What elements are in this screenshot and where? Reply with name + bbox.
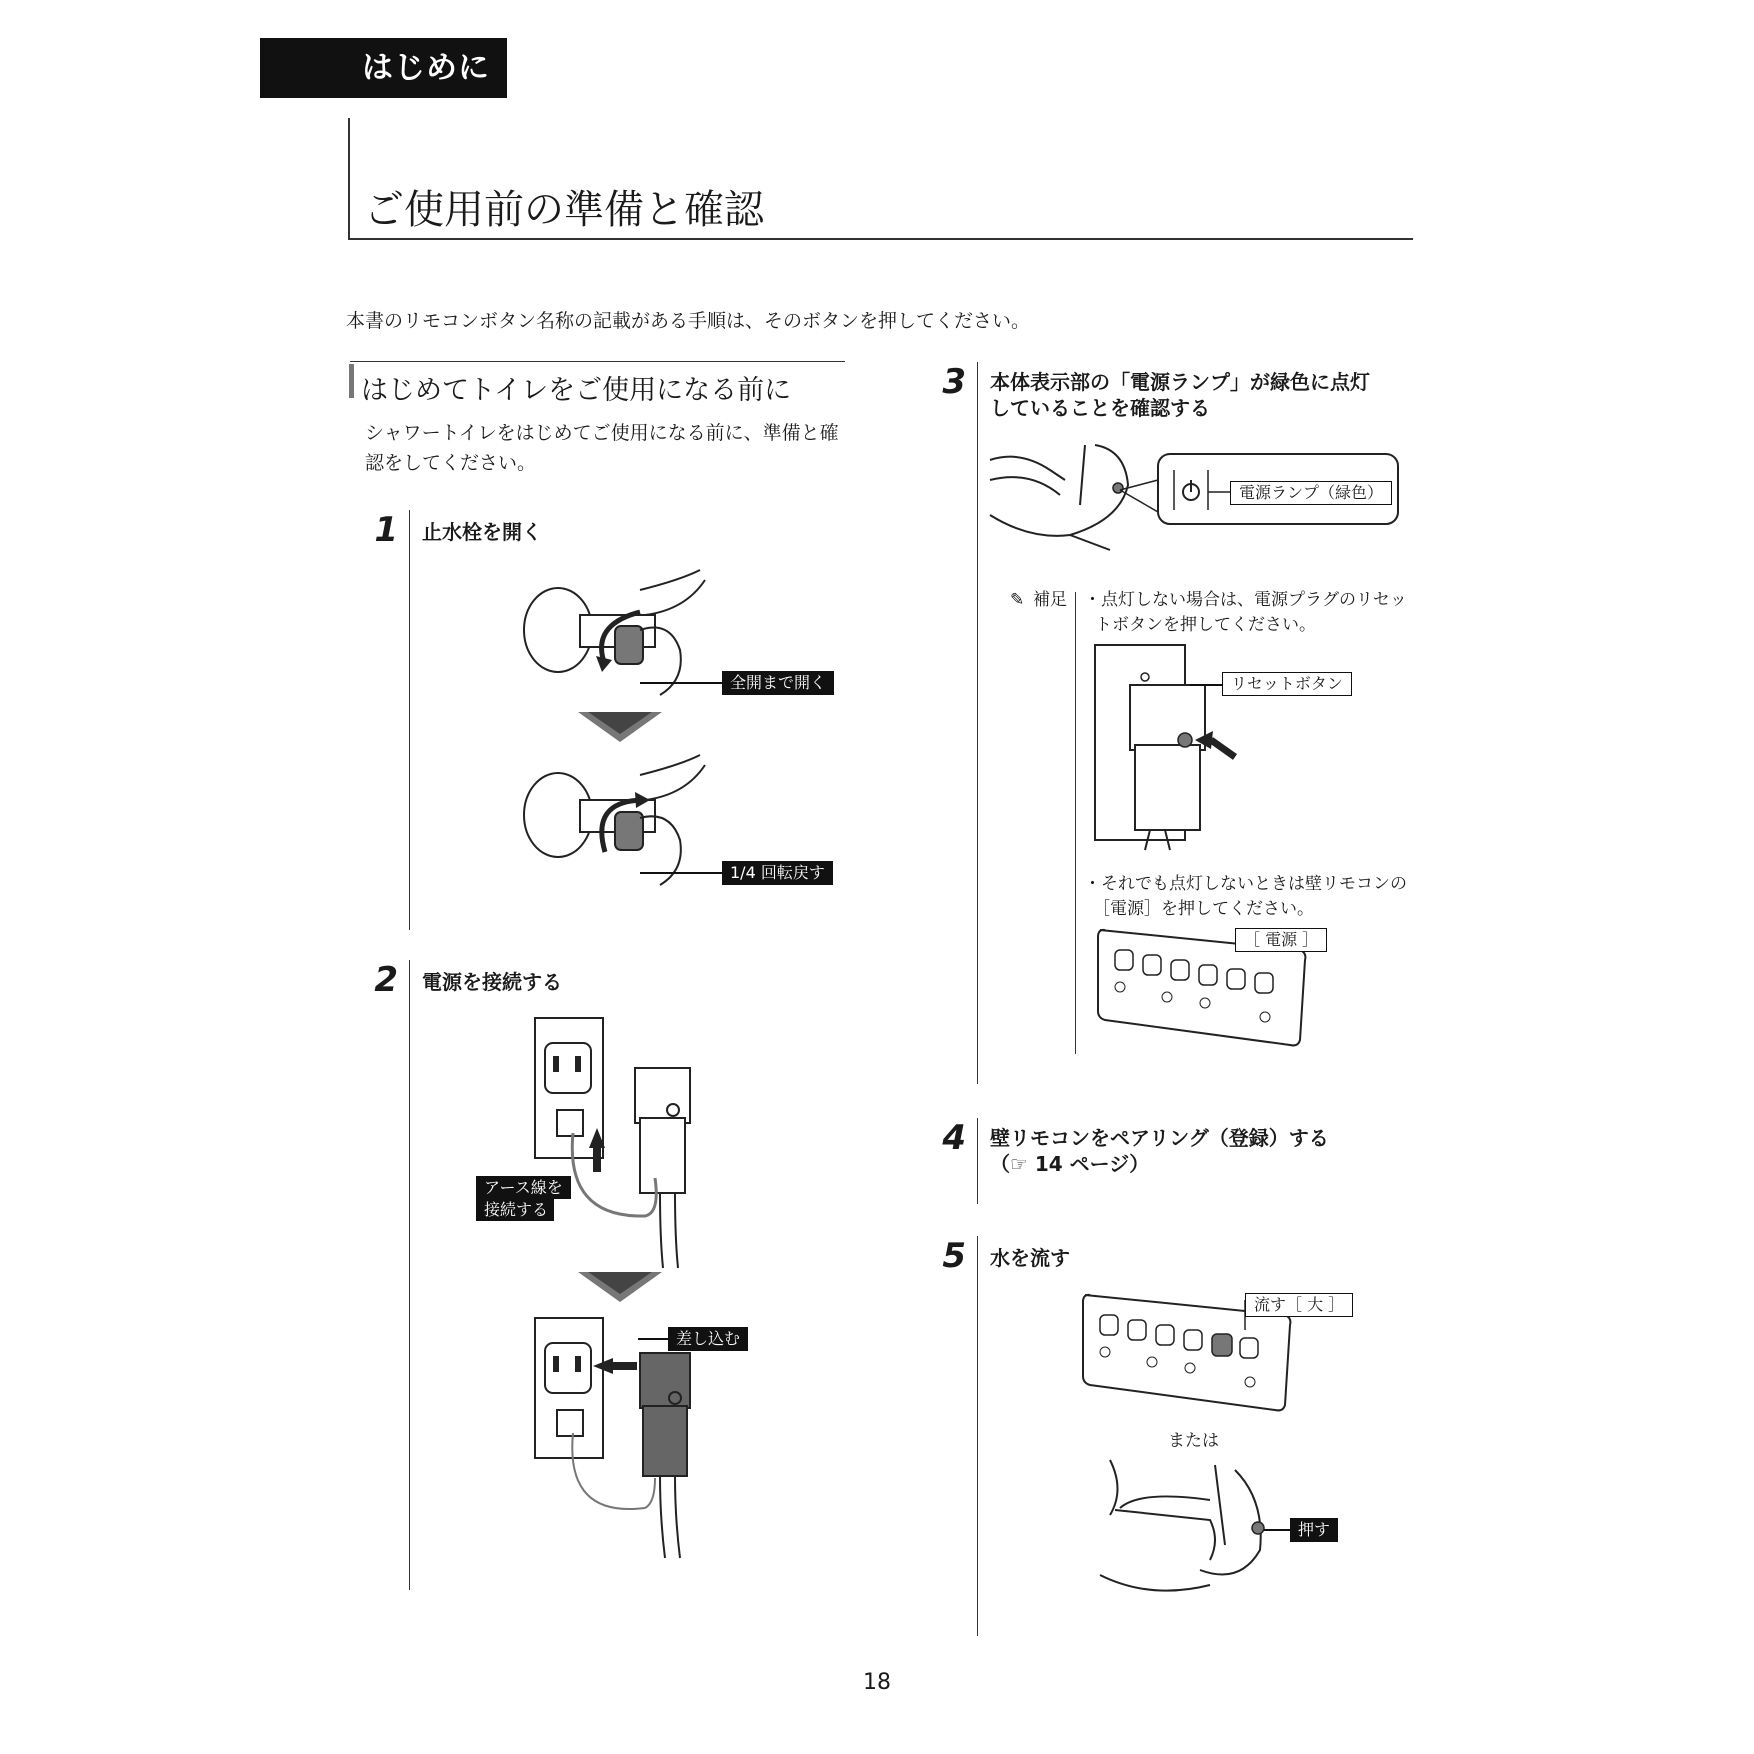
subsection-marker (349, 364, 354, 398)
reset-lead (1190, 684, 1222, 686)
step-3-number: 3 (942, 362, 966, 402)
step-5-bar (977, 1236, 978, 1636)
step-3-title-line-1: 本体表示部の「電源ランプ」が緑色に点灯 (990, 370, 1370, 394)
step-1-bar (409, 510, 410, 930)
callout-fully-open: 全開まで開く (722, 671, 834, 695)
step-4-title-line-1: 壁リモコンをペアリング（登録）する (990, 1126, 1329, 1150)
step-1-lead-1 (640, 682, 722, 684)
callout-plug-in: 差し込む (668, 1327, 748, 1351)
step-2-lead (638, 1338, 668, 1340)
note-bar (1075, 592, 1076, 1054)
toilet-flush-illustration (1100, 1460, 1280, 1600)
outlet-illustration-earth (535, 1018, 735, 1268)
callout-reset-button: リセットボタン (1222, 672, 1352, 696)
title-bar (348, 118, 350, 240)
note-text-2-line-2: ［電源］を押してください。 (1093, 899, 1314, 919)
step-5-number: 5 (942, 1236, 966, 1276)
callout-flush-large: 流す［ 大 ］ (1245, 1293, 1353, 1317)
step-5-title: 水を流す (990, 1246, 1070, 1270)
step-1-title: 止水栓を開く (422, 520, 542, 544)
subsection-rule (350, 361, 845, 362)
callout-earth-line-2: 接続する (476, 1198, 554, 1221)
note-text-1-line-2: トボタンを押してください。 (1095, 615, 1316, 635)
or-text: または (1168, 1431, 1219, 1451)
step-1-lead-2 (640, 872, 722, 874)
page-title: ご使用前の準備と確認 (364, 187, 764, 233)
callout-earth-line-1: アース線を (476, 1176, 571, 1199)
title-rule (348, 238, 1413, 240)
intro-text: 本書のリモコンボタン名称の記載がある手順は、そのボタンを押してください。 (346, 310, 1031, 332)
step-3-title-line-2: していることを確認する (990, 396, 1210, 420)
faucet-illustration-back (520, 760, 720, 890)
callout-quarter-turn-back: 1/4 回転戻す (722, 861, 833, 885)
note-text-2-line-1: ・それでも点灯しないときは壁リモコンの (1084, 874, 1407, 894)
step-4-number: 4 (942, 1118, 966, 1158)
subsection-description: シャワートイレをはじめてご使用になる前に、準備と確認をしてください。 (365, 422, 839, 474)
callout-push: 押す (1290, 1518, 1338, 1542)
step-3-bar (977, 362, 978, 1084)
subsection-heading: はじめてトイレをご使用になる前に (361, 375, 792, 406)
step-2-bar (409, 960, 410, 1590)
page-number: 18 (863, 1670, 891, 1695)
callout-power-lamp: 電源ランプ（緑色） (1230, 481, 1392, 505)
callout-power-button: ［ 電源 ］ (1235, 928, 1327, 952)
note-text-1-line-1: ・点灯しない場合は、電源プラグのリセッ (1084, 590, 1407, 610)
push-lead (1264, 1529, 1290, 1531)
down-arrow-1 (578, 712, 662, 744)
step-2-number: 2 (374, 960, 398, 1000)
step-2-title: 電源を接続する (422, 970, 562, 994)
down-arrow-2 (578, 1272, 662, 1304)
faucet-illustration-open (520, 570, 720, 700)
step-1-number: 1 (374, 510, 398, 550)
outlet-illustration-plugged (535, 1318, 735, 1558)
section-tab: はじめに (260, 38, 507, 98)
pencil-icon: ✎ (1010, 590, 1025, 610)
note-label: 補足 (1033, 590, 1067, 610)
step-4-title-line-2: （☞ 14 ページ） (990, 1152, 1150, 1176)
step-4-bar (977, 1118, 978, 1204)
